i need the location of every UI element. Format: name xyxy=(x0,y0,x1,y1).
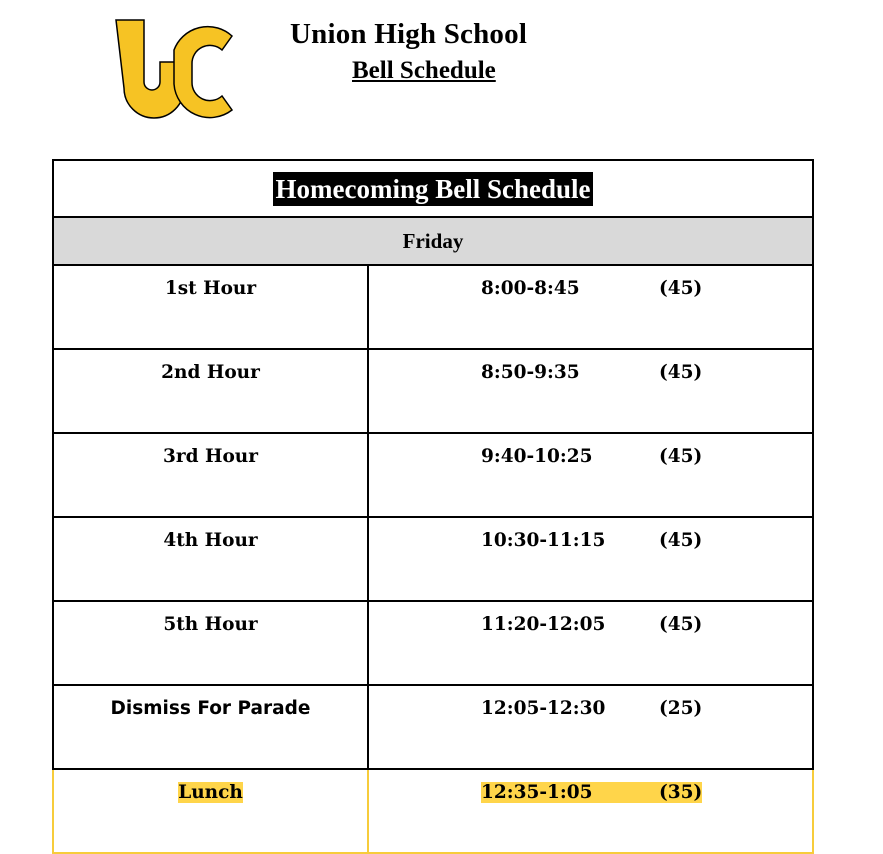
day-row xyxy=(53,217,813,265)
table-title: Homecoming Bell Schedule xyxy=(273,172,594,206)
period-name: 2nd Hour xyxy=(53,349,368,433)
period-time: 10:30-11:15 xyxy=(481,530,606,551)
period-name: 5th Hour xyxy=(53,601,368,685)
lunch-row xyxy=(53,769,813,853)
period-name: Dismiss For Parade xyxy=(53,685,368,769)
period-duration: (25) xyxy=(659,698,703,719)
uc-monogram xyxy=(116,20,232,118)
period-duration: (45) xyxy=(659,530,703,551)
period-name: 3rd Hour xyxy=(53,433,368,517)
period-duration: (45) xyxy=(659,614,703,635)
period-name: 1st Hour xyxy=(53,265,368,349)
period-duration: (45) xyxy=(659,278,703,299)
lunch-time: 12:35-1:05 xyxy=(481,782,667,803)
period-time: 11:20-12:05 xyxy=(481,614,606,635)
table-row xyxy=(53,685,813,769)
table-row xyxy=(53,601,813,685)
table-title-row xyxy=(53,160,813,217)
table-row xyxy=(53,433,813,517)
period-time: 8:50-9:35 xyxy=(481,362,580,383)
bell-schedule-table xyxy=(52,159,814,854)
period-time: 9:40-10:25 xyxy=(481,446,593,467)
day-label: Friday xyxy=(53,217,813,265)
period-time: 12:05-12:30 xyxy=(481,698,606,719)
period-duration: (45) xyxy=(659,362,703,383)
school-name: Union High School xyxy=(290,18,528,50)
period-time: 8:00-8:45 xyxy=(481,278,580,299)
table-row xyxy=(53,349,813,433)
table-row xyxy=(53,265,813,349)
table-row xyxy=(53,517,813,601)
period-name: 4th Hour xyxy=(53,517,368,601)
period-duration: (45) xyxy=(659,446,703,467)
lunch-label: Lunch xyxy=(178,782,243,803)
school-logo xyxy=(108,16,238,128)
document-title: Bell Schedule xyxy=(352,57,496,84)
lunch-duration: (35) xyxy=(659,782,703,803)
